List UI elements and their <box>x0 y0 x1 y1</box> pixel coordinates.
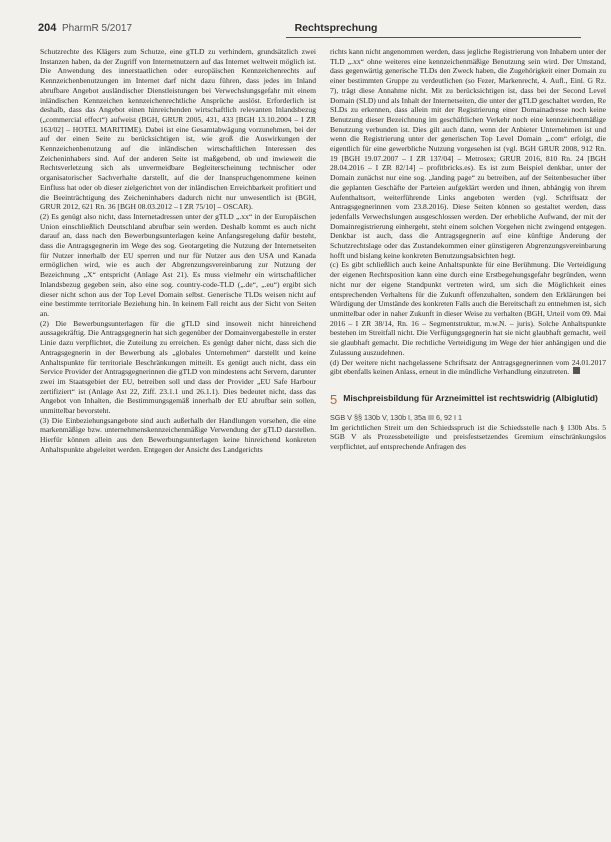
paragraph-text: (d) Der weitere nicht nachgelassene Schriftsatz der Antragsgegnerinnen vom 24.01.2017 gibt ebenfalls keinen Anlass, erneut in die mündliche Verhandlung einzutreten. <box>330 357 606 377</box>
paragraph: Schutzrechte des Klägers zum Schutze, eine gTLD zu verhindern, grundsätzlich zwei Instanzen haben, da der Zugriff von Internetnutzern auf das Internet weltweit möglich ist. Die Anwendung des innerstaatlichen oder europäischen Kennzeichenrechts auf Kennzeichenbenutzungen im Internet darf nicht dazu führen, dass jedes im Inland abrufbare Angebot ausländischer Dienstleistungen bei Verwechslungsgefahr mit einem inländischen Kennzeichen kennzeichenrechtliche Ansprüche auslöst. Erforderlich ist deshalb, dass das Angebot einen hinreichenden wirtschaftlich relevanten Inlandsbezug („commercial effect“) aufweist (BGH, GRUR 2005, 431, 433 [BGH 13.10.2004 – I ZR 163/02] – HOTEL MARITIME). Dabei ist eine Gesamtabwägung vorzunehmen, bei der auf der einen Seite zu berücksichtigen ist, wie groß die Auswirkungen der Kennzeichenbenutzung auf die inländischen wirtschaftlichen Interessen des Zeicheninhabers sind. Auf der anderen Seite ist maßgebend, ob und inwieweit die Rechtsverletzung sich als unvermeidbare Begleiterscheinung technischer oder organisatorischer Sachverhalte darstellt, auf die der Inanspruchgenommene keinen Einfluss hat oder ob dieser zielgerichtet von der inländischen Erreichbarkeit profitiert und die Beeinträchtigung des Zeicheninhabers dadurch nicht nur unwesentlich ist (BGH, GRUR 2012, 621 Rn. 36 [BGH 08.03.2012 – I ZR 75/10] – OSCAR). <box>40 47 316 212</box>
paragraph: richts kann nicht angenommen werden, dass jegliche Registrierung von Inhabern unter der TLD „.xx“ ohne weiteres eine kennzeichenmäßige Benutzung sein wird. Der Umstand, dass gegenwärtig generische TLDs den Zweck haben, die Zugehörigkeit einer Domain zu einer bestimmten Gruppe zu verdeutlichen (so Fezer, Markenrecht, 4. Aufl., Einl. G Rz. 7), trägt diese Annahme nicht. Mit zu berücksichtigen ist, dass bei der Second Level Domain (SLD) und als Inhalt der Internetseiten, die unter der gTLD geschaltet werden, Re SLDs zu erkennen, dass allein mit der Registrierung einer Domainadresse noch keine Benutzung dieser Bezeichnung im geschäftlichen Verkehr noch eine kennzeichenmäßige Benutzung verbunden ist. Dies gilt auch dann, wenn der Anbieter Unternehmen ist und wenn die Registrierung unter der generischen Top Level Domain „.com“ erfolgt, die eigentlich für eine gewerbliche Nutzung vorgesehen ist (vgl. BGH GRUR 2008, 912 Rn. 19 [BGH 19.07.2007 – I ZR 137/04] – Metrosex; GRUR 2016, 810 Rn. 24 [BGH 28.04.2016 – I ZR 82/14] – profitbricks.es). Es ist zum Beispiel denkbar, unter der Domain zunächst nur eine sog. „landing page“ zu betreiben, auf der Seitenbesucher über die geplanten Geschäfte der Parteien aufgeklärt werden und ihnen, abhängig von ihrem Aufenthaltsort, weiterführende Links angeboten werden (vgl. Schriftsatz der Antragsgegnerinnen vom 23.8.2016). Diese Seiten können so gestaltet werden, dass jedenfalls Verwechslungen ausgeschlossen werden. Der erhebliche Aufwand, der mit der Domainregistrierung einhergeht, steht einem solchen Vorgehen nicht zwingend entgegen. Denkbar ist auch, dass die Antragsgegnerin auf eine künftige Änderung der Schutzrechtslage oder das Zustandekommen einer günstigeren Abgrenzungsvereinbarung hofft und bislang keine konkreten Benutzungsabsichten hegt. <box>330 47 606 260</box>
section-title: Rechtsprechung <box>294 22 378 34</box>
article-number: 5 <box>330 391 338 407</box>
paragraph <box>330 358 606 377</box>
left-column <box>40 47 316 822</box>
page-header <box>38 18 581 42</box>
statute-reference: SGB V §§ 130b V, 130b I, 35a III 6, 92 I 1 <box>330 412 462 422</box>
right-column <box>330 47 606 822</box>
paragraph: (2) Es genügt also nicht, dass Internetadressen unter der gTLD „.xx“ in der Europäischen Union einschließlich Deutschland abrufbar sein werden. Deshalb kommt es auch nicht darauf an, dass nach den Bewerbungsunterlagen keine Anfangsregelung dafür besteht, dass die Antragsgegnerin im Wege des sog. Geotargeting die Nutzung der Internetseiten für Nutzer innerhalb der EU sperren und nur für Nutzer aus den USA und Kanada ermöglichen wird, wie es auch der Abgrenzungsvereinbarung zur Nutzung der Bezeichnung „X“ entspricht (Anlage Ast 21). Es muss vielmehr ein wirtschaftlicher Inlandsbezug gegeben sein, also eine sog. country-code-TLD („.de“, „.eu“) ergibt sich dieser nicht schon aus der Top Level Domain selbst. Generische TLDs weisen nicht auf eine bestimmte territoriale Beziehung hin. In keinem Fall reicht aus der Sicht von Seiten an. <box>40 211 316 318</box>
paragraph: (3) Die Einbeziehungsangebote sind auch außerhalb der Handlungen vorsehen, die eine markenmäßige bzw. unternehmenskennzeichenmäßige Verwendung der gTLD darstellen. Hierfür können allein aus den Bewerbungsunterlagen keine hinreichend konkreten Anhaltspunkte abgeleitet werden. Entgegen der Ansicht des Landgerichts <box>40 415 316 454</box>
article-body: Im gerichtlichen Streit um den Schiedsspruch ist die Schiedsstelle nach § 130b Abs. 5 SGB V als Prozessbeteiligte und preisfestsetzendes Gremium einschränkungslos verpflichtet, auf entsprechende Anfragen des <box>330 422 606 452</box>
paragraph: (2) Die Bewerbungsunterlagen für die gTLD sind insoweit nicht hinreichend aussagekräftig. Die Antragsgegnerin hat sich gegenüber der Domainvergabestelle in erster Linie dazu verpflichtet, die Zuteilung zu erreichen. Es genügt daher nicht, dass sich die Antragsgegnerin in der Bewerbung als „globales Unternehmen“ darstellt und keine Anhaltspunkte für territoriale Beschränkungen mitteilt. Es genügt auch nicht, dass ein Service Provider der Antragsgegnerinnen die gTLD von mindestens acht Servern, darunter zwei im Staatsgebiet der EU, betreiben soll und dass der Provider „EU Safe Harbour zertifiziert“ ist (Anlage Ast 22, Ziff. 23.1.1 und 26.1.1). Dies bedeutet nicht, dass das Angebot von Inhalten, die Bestimmungsgemäß innerhalb der EU abrufbar sein sollen, unmittelbar bevorsteht. <box>40 318 316 416</box>
end-of-article-icon <box>573 367 580 374</box>
article-title: Mischpreisbildung für Arzneimittel ist rechtswidrig (Albiglutid) <box>343 392 598 403</box>
article-heading <box>330 393 606 407</box>
paragraph: (c) Es gibt schließlich auch keine Anhaltspunkte für eine Berühmung. Die Verteidigung der eigenen Rechtsposition kann eine durch eine Erstbegehungsgefahr begründen, wenn nicht nur der eigene Standpunkt vertreten wird, um sich die Möglichkeit eines entsprechenden Verhaltens für die Zukunft offenzuhalten, sondern den Erklärungen bei Würdigung der Umstände des konkreten Falls auch die Bereitschaft zu entnehmen ist, sich unmittelbar oder in naher Zukunft in dieser Weise zu verhalten (BGH, Urteil vom 09. Mai 2016 – I ZR 38/14, Rn. 16 – Segmentstruktur, m.w.N. – juris). Solche Anhaltspunkte bestehen im Streitfall nicht. Die Verfügungsgegnerin hat sie nicht glaubhaft gemacht, weil sie glaubhaft gemacht. Die rechtliche Verteidigung im Wege der hier anhängigen und die Zulassung auszudehnen. <box>330 260 606 357</box>
page-number: 204 <box>38 22 57 34</box>
journal-name: PharmR 5/2017 <box>62 23 133 34</box>
header-rule <box>286 37 581 38</box>
